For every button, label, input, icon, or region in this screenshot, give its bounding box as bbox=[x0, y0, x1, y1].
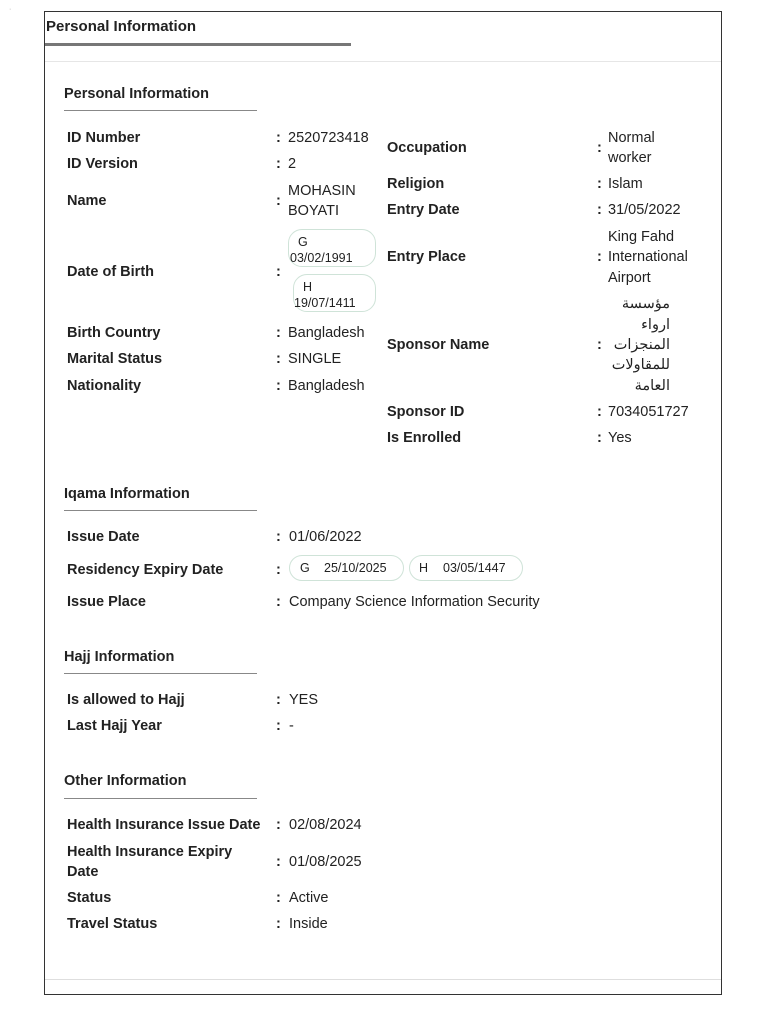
status-label: Status bbox=[67, 890, 112, 906]
entry-place-value-line3: Airport bbox=[608, 270, 651, 286]
entry-place-value-line1: King Fahd bbox=[608, 229, 675, 245]
issue-date-label: Issue Date bbox=[67, 529, 140, 545]
sponsor-id-label: Sponsor ID bbox=[387, 404, 465, 420]
colon: : bbox=[276, 562, 281, 578]
section-title-other: Other Information bbox=[64, 773, 187, 789]
colon: : bbox=[276, 692, 281, 708]
hijri-label: H bbox=[419, 561, 429, 575]
colon: : bbox=[276, 916, 281, 932]
colon: : bbox=[276, 325, 281, 341]
religion-value: Islam bbox=[608, 176, 643, 192]
hijri-label: H bbox=[303, 280, 313, 294]
sponsor-name-line2: ارواء bbox=[641, 317, 670, 333]
gregorian-date: 03/02/1991 bbox=[290, 251, 353, 265]
section-title-hajj: Hajj Information bbox=[64, 649, 175, 665]
name-label: Name bbox=[67, 193, 107, 209]
hijri-expiry-date: 03/05/1447 bbox=[443, 561, 506, 575]
sponsor-name-line5: العامة bbox=[634, 378, 670, 394]
gregorian-expiry-pill bbox=[289, 555, 404, 581]
hijri-date-pill bbox=[293, 274, 376, 312]
travel-status-value: Inside bbox=[289, 916, 328, 932]
entry-place-value-line2: International bbox=[608, 249, 688, 265]
colon: : bbox=[276, 594, 281, 610]
health-insurance-issue-value: 02/08/2024 bbox=[289, 817, 362, 833]
gregorian-label: G bbox=[300, 561, 310, 575]
entry-place-label: Entry Place bbox=[387, 249, 466, 265]
health-insurance-expiry-label-line1: Health Insurance Expiry bbox=[67, 844, 233, 860]
travel-status-label: Travel Status bbox=[67, 916, 158, 932]
sponsor-id-value: 7034051727 bbox=[608, 404, 689, 420]
birth-country-label: Birth Country bbox=[67, 325, 161, 341]
issue-place-label: Issue Place bbox=[67, 594, 146, 610]
entry-date-label: Entry Date bbox=[387, 202, 460, 218]
sponsor-name-line3: المنجزات bbox=[613, 337, 670, 353]
occupation-value-line1: Normal bbox=[608, 130, 655, 146]
tab-personal-information[interactable]: Personal Information bbox=[46, 18, 197, 35]
colon: : bbox=[276, 351, 281, 367]
colon: : bbox=[276, 156, 281, 172]
footer-divider bbox=[45, 979, 721, 980]
issue-date-value: 01/06/2022 bbox=[289, 529, 362, 545]
nationality-value: Bangladesh bbox=[288, 378, 365, 394]
entry-date-value: 31/05/2022 bbox=[608, 202, 681, 218]
issue-place-value: Company Science Information Security bbox=[289, 594, 540, 610]
hijri-expiry-pill bbox=[409, 555, 523, 581]
gregorian-expiry-date: 25/10/2025 bbox=[324, 561, 387, 575]
section-underline bbox=[64, 798, 257, 799]
health-insurance-expiry-value: 01/08/2025 bbox=[289, 854, 362, 870]
sponsor-name-line1: مؤسسة bbox=[621, 296, 670, 312]
last-hajj-year-value: - bbox=[289, 718, 294, 734]
section-title-personal: Personal Information bbox=[64, 86, 210, 102]
personal-information-panel bbox=[44, 11, 722, 995]
name-value-line1: MOHASIN bbox=[288, 183, 356, 199]
section-underline bbox=[64, 673, 257, 674]
colon: : bbox=[597, 140, 602, 156]
colon: : bbox=[597, 249, 602, 265]
marital-status-label: Marital Status bbox=[67, 351, 163, 367]
last-hajj-year-label: Last Hajj Year bbox=[67, 718, 162, 734]
id-number-value: 2520723418 bbox=[288, 130, 369, 146]
allowed-to-hajj-value: YES bbox=[289, 692, 319, 708]
health-insurance-issue-label: Health Insurance Issue Date bbox=[67, 817, 261, 833]
nationality-label: Nationality bbox=[67, 378, 142, 394]
gregorian-label: G bbox=[298, 235, 308, 249]
residency-expiry-label: Residency Expiry Date bbox=[67, 562, 224, 578]
sponsor-name-label: Sponsor Name bbox=[387, 337, 490, 353]
is-enrolled-label: Is Enrolled bbox=[387, 430, 462, 446]
colon: : bbox=[276, 264, 281, 280]
colon: : bbox=[597, 404, 602, 420]
name-value-line2: BOYATI bbox=[288, 203, 340, 219]
date-of-birth-label: Date of Birth bbox=[67, 264, 154, 280]
colon: : bbox=[597, 430, 602, 446]
is-enrolled-value: Yes bbox=[608, 430, 632, 446]
colon: : bbox=[597, 337, 602, 353]
id-version-value: 2 bbox=[288, 156, 297, 172]
active-tab-indicator bbox=[45, 43, 351, 46]
religion-label: Religion bbox=[387, 176, 445, 192]
tab-divider bbox=[45, 61, 721, 62]
colon: : bbox=[276, 817, 281, 833]
gregorian-date-pill bbox=[288, 229, 376, 267]
hijri-date: 19/07/1411 bbox=[294, 296, 356, 310]
health-insurance-expiry-label-line2: Date bbox=[67, 864, 99, 880]
colon: : bbox=[276, 193, 281, 209]
section-title-iqama: Iqama Information bbox=[64, 486, 190, 502]
section-underline bbox=[64, 110, 257, 111]
colon: : bbox=[276, 529, 281, 545]
colon: : bbox=[276, 130, 281, 146]
id-version-label: ID Version bbox=[67, 156, 138, 172]
colon: : bbox=[597, 202, 602, 218]
occupation-value-line2: worker bbox=[608, 150, 652, 166]
sponsor-name-line4: للمقاولات bbox=[611, 357, 670, 373]
section-underline bbox=[64, 510, 257, 511]
colon: : bbox=[276, 718, 281, 734]
corner-mark: · bbox=[9, 6, 12, 13]
colon: : bbox=[276, 378, 281, 394]
colon: : bbox=[276, 890, 281, 906]
marital-status-value: SINGLE bbox=[288, 351, 342, 367]
birth-country-value: Bangladesh bbox=[288, 325, 365, 341]
status-value: Active bbox=[289, 890, 329, 906]
colon: : bbox=[276, 854, 281, 870]
colon: : bbox=[597, 176, 602, 192]
allowed-to-hajj-label: Is allowed to Hajj bbox=[67, 692, 185, 708]
occupation-label: Occupation bbox=[387, 140, 467, 156]
id-number-label: ID Number bbox=[67, 130, 141, 146]
